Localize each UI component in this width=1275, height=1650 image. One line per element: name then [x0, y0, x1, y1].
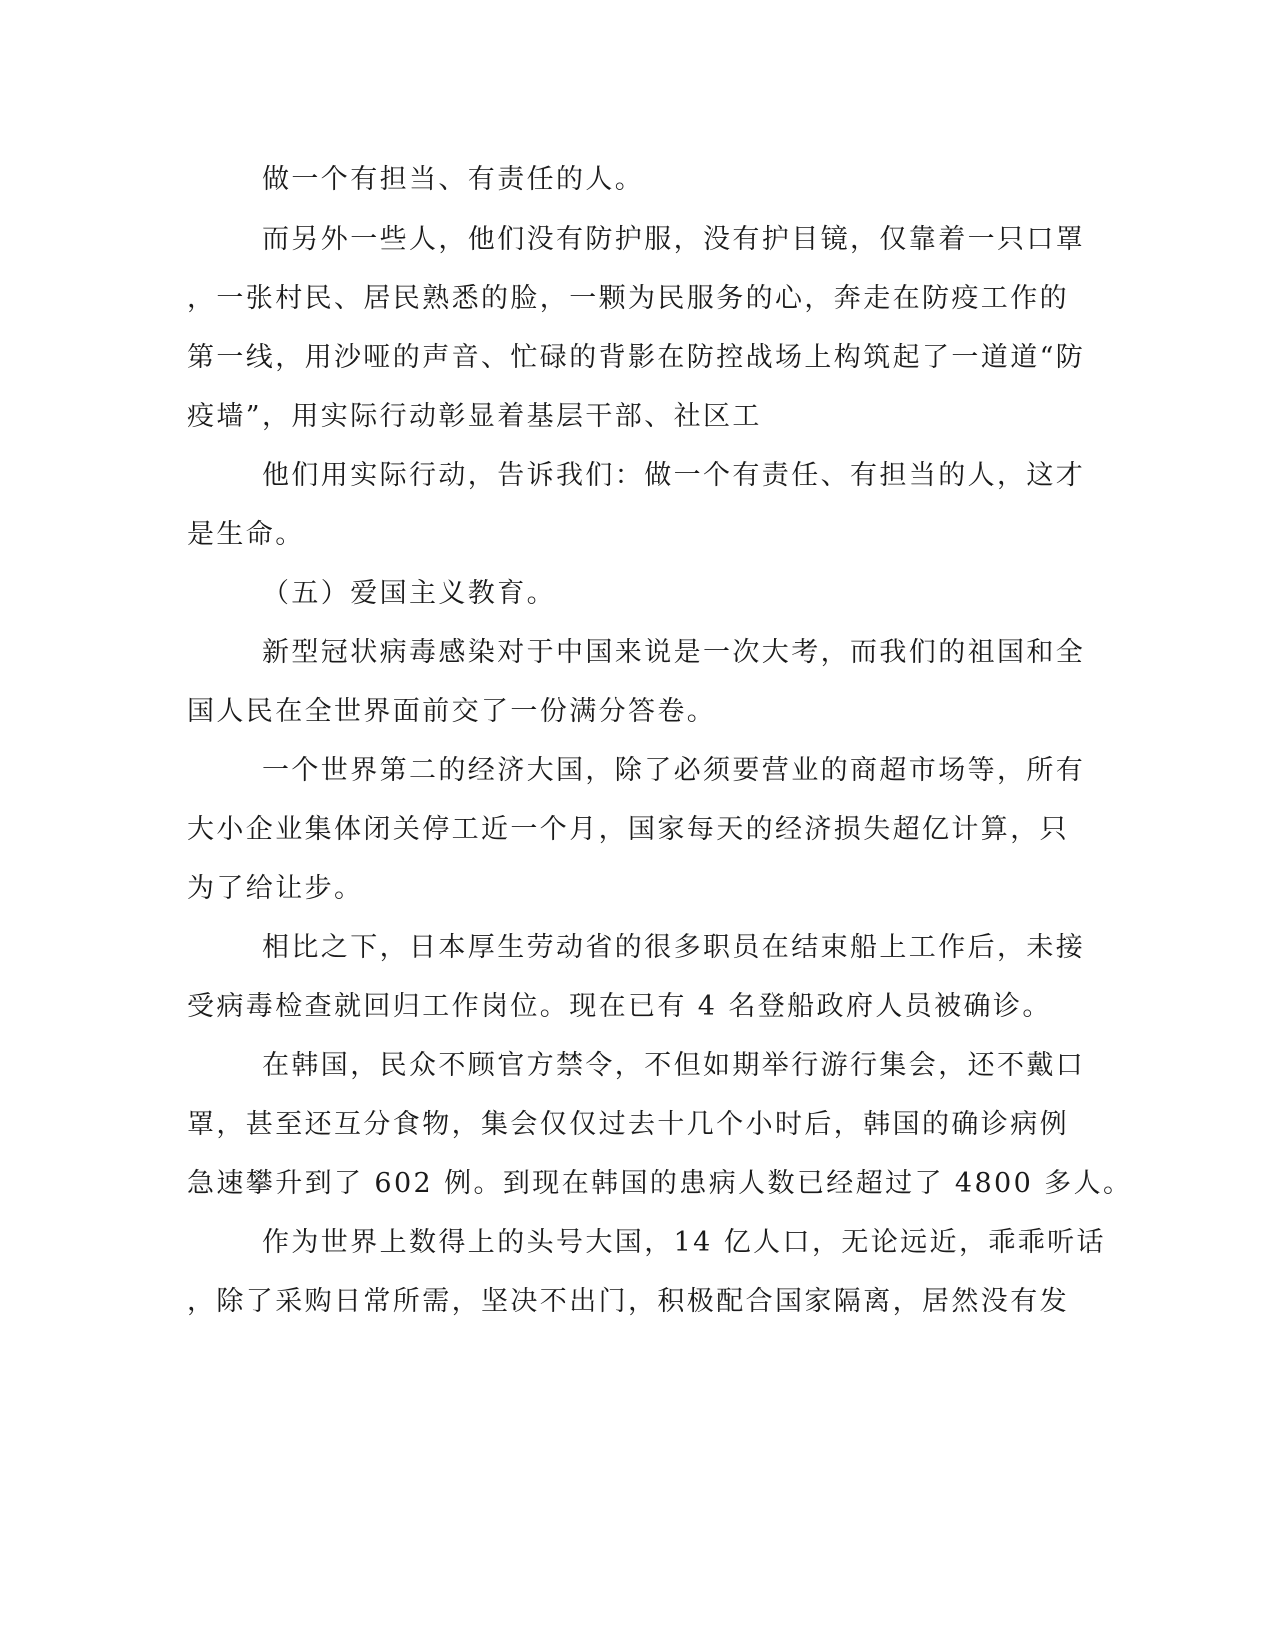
text-line: 疫墙”，用实际行动彰显着基层干部、社区工 — [187, 401, 762, 432]
text-line: 新型冠状病毒感染对于中国来说是一次大考，而我们的祖国和全 — [262, 637, 1086, 668]
text-line: 罩，甚至还互分食物，集会仅仅过去十几个小时后，韩国的确诊病例 — [187, 1109, 1069, 1140]
text-line: 受病毒检查就回归工作岗位。现在已有 4 名登船政府人员被确诊。 — [187, 991, 1052, 1022]
text-line: 第一线，用沙哑的声音、忙碌的背影在防控战场上构筑起了一道道“防 — [187, 342, 1086, 373]
text-line: ，一张村民、居民熟悉的脸，一颗为民服务的心，奔走在防疫工作的 — [187, 283, 1069, 314]
text-line: 相比之下，日本厚生劳动省的很多职员在结束船上工作后，未接 — [262, 932, 1086, 963]
text-line: 而另外一些人，他们没有防护服，没有护目镜，仅靠着一只口罩 — [262, 224, 1086, 255]
text-line: 急速攀升到了 602 例。到现在韩国的患病人数已经超过了 4800 多人。 — [187, 1168, 1133, 1199]
text-line: ，除了采购日常所需，坚决不出门，积极配合国家隔离，居然没有发 — [187, 1286, 1069, 1317]
text-line: 一个世界第二的经济大国，除了必须要营业的商超市场等，所有 — [262, 755, 1086, 786]
text-line: 他们用实际行动，告诉我们：做一个有责任、有担当的人，这才 — [262, 460, 1086, 491]
text-line: 大小企业集体闭关停工近一个月，国家每天的经济损失超亿计算，只 — [187, 814, 1069, 845]
text-line: 为了给让步。 — [187, 873, 364, 904]
text-line: 做一个有担当、有责任的人。 — [262, 164, 645, 195]
text-line: 作为世界上数得上的头号大国，14 亿人口，无论远近，乖乖听话 — [262, 1227, 1106, 1258]
section-heading: （五）爱国主义教育。 — [262, 578, 556, 609]
text-line: 是生命。 — [187, 519, 305, 550]
text-line: 国人民在全世界面前交了一份满分答卷。 — [187, 696, 717, 727]
text-line: 在韩国，民众不顾官方禁令，不但如期举行游行集会，还不戴口 — [262, 1050, 1086, 1081]
